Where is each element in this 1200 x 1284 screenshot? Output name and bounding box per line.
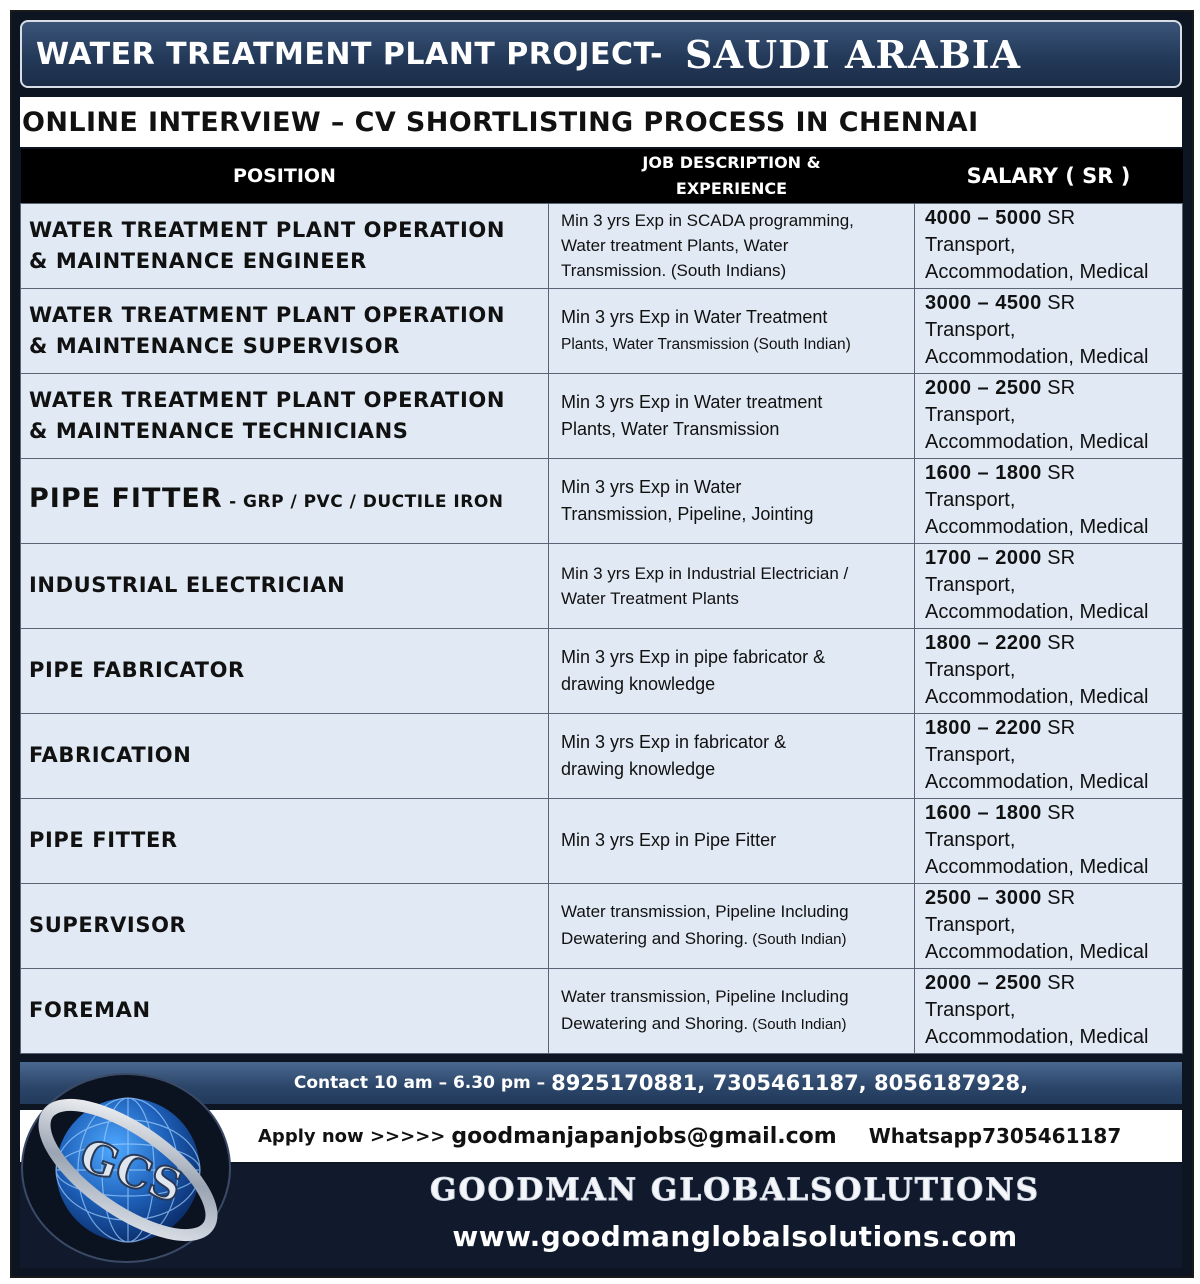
position-line: WATER TREATMENT PLANT OPERATION bbox=[29, 387, 506, 412]
benefits-line: Accommodation, Medical bbox=[925, 261, 1149, 283]
salary-cell bbox=[915, 628, 1183, 713]
description-cell bbox=[549, 543, 915, 628]
table-row bbox=[21, 968, 1183, 1053]
description-cell bbox=[549, 713, 915, 798]
benefits-line: Accommodation, Medical bbox=[925, 771, 1149, 793]
description-cell bbox=[549, 458, 915, 543]
description-line: Water treatment Plants, Water bbox=[561, 236, 789, 255]
website-link[interactable]: www.goodmanglobalsolutions.com bbox=[452, 1220, 1018, 1253]
salary-cell bbox=[915, 288, 1183, 373]
salary-cell bbox=[915, 203, 1183, 288]
logo-text: GCS bbox=[73, 1129, 189, 1214]
position-line: & MAINTENANCE ENGINEER bbox=[29, 248, 367, 273]
column-header-description-line: JOB DESCRIPTION & bbox=[642, 152, 821, 172]
description-line: Transmission. (South Indians) bbox=[561, 261, 787, 280]
benefits-line: Transport, bbox=[925, 404, 1016, 426]
column-header-position: POSITION bbox=[21, 149, 549, 203]
benefits-line: Transport, bbox=[925, 914, 1016, 936]
description-line: Min 3 yrs Exp in Water Treatment bbox=[561, 306, 828, 327]
company-logo bbox=[18, 1066, 238, 1266]
description-cell bbox=[549, 883, 915, 968]
salary-cell bbox=[915, 968, 1183, 1053]
table-row bbox=[21, 373, 1183, 458]
position-cell bbox=[21, 373, 549, 458]
salary-range: 1800 – 2200 bbox=[925, 717, 1042, 739]
description-line: Transmission, Pipeline, Jointing bbox=[561, 503, 814, 524]
whatsapp-contact[interactable]: Whatsapp7305461187 bbox=[868, 1124, 1122, 1148]
description-line: Plants, Water Transmission (South Indian) bbox=[561, 335, 851, 353]
benefits-line: Accommodation, Medical bbox=[925, 601, 1149, 623]
description-line: Min 3 yrs Exp in SCADA programming, bbox=[561, 211, 854, 230]
salary-range: 2000 – 2500 bbox=[925, 972, 1042, 994]
salary-unit: SR bbox=[1047, 547, 1076, 569]
salary-range: 1600 – 1800 bbox=[925, 462, 1042, 484]
description-line: drawing knowledge bbox=[561, 758, 716, 779]
contact-phone-numbers[interactable]: 8925170881, 7305461187, 8056187928, bbox=[551, 1071, 1029, 1095]
page-title: WATER TREATMENT PLANT PROJECT- bbox=[36, 36, 664, 72]
subtitle-banner bbox=[20, 97, 1182, 147]
description-line: Min 3 yrs Exp in Water bbox=[561, 476, 742, 497]
column-header-description-line: EXPERIENCE bbox=[675, 178, 788, 198]
description-line: Min 3 yrs Exp in pipe fabricator & bbox=[561, 646, 826, 667]
salary-unit: SR bbox=[1047, 207, 1076, 229]
page-subtitle: ONLINE INTERVIEW – CV SHORTLISTING PROCESS IN CHENNAI bbox=[22, 106, 979, 138]
description-line: Water transmission, Pipeline Including bbox=[561, 987, 849, 1006]
description-line: Min 3 yrs Exp in Industrial Electrician / bbox=[561, 563, 849, 583]
salary-range: 4000 – 5000 bbox=[925, 207, 1042, 229]
salary-cell bbox=[915, 883, 1183, 968]
position-line: & MAINTENANCE TECHNICIANS bbox=[29, 418, 409, 443]
salary-cell bbox=[915, 713, 1183, 798]
benefits-line: Accommodation, Medical bbox=[925, 516, 1149, 538]
salary-unit: SR bbox=[1047, 292, 1076, 314]
description-line: Water Treatment Plants bbox=[561, 588, 739, 608]
salary-unit: SR bbox=[1047, 377, 1076, 399]
benefits-line: Transport, bbox=[925, 659, 1016, 681]
description-cell bbox=[549, 968, 915, 1053]
description-cell bbox=[549, 798, 915, 883]
title-banner bbox=[20, 20, 1182, 88]
position-sub: - GRP / PVC / DUCTILE IRON bbox=[222, 492, 504, 512]
salary-range: 2000 – 2500 bbox=[925, 377, 1042, 399]
position-cell: INDUSTRIAL ELECTRICIAN bbox=[21, 543, 549, 628]
table-row bbox=[21, 458, 1183, 543]
salary-unit: SR bbox=[1047, 972, 1076, 994]
salary-range: 1600 – 1800 bbox=[925, 802, 1042, 824]
column-header-description bbox=[549, 149, 915, 203]
benefits-line: Accommodation, Medical bbox=[925, 1026, 1149, 1048]
salary-range: 1800 – 2200 bbox=[925, 632, 1042, 654]
description-line: Dewatering and Shoring. bbox=[561, 929, 749, 948]
description-line: Min 3 yrs Exp in fabricator & bbox=[561, 731, 787, 752]
contact-hours: Contact 10 am – 6.30 pm – bbox=[293, 1073, 546, 1093]
table-row bbox=[21, 713, 1183, 798]
jobs-table bbox=[20, 149, 1183, 1054]
position-cell: FABRICATION bbox=[21, 713, 549, 798]
description-line: Min 3 yrs Exp in Pipe Fitter bbox=[561, 830, 777, 850]
position-cell bbox=[21, 203, 549, 288]
benefits-line: Accommodation, Medical bbox=[925, 431, 1149, 453]
table-row bbox=[21, 628, 1183, 713]
description-note: (South Indian) bbox=[748, 1016, 847, 1033]
position-cell bbox=[21, 458, 549, 543]
benefits-line: Transport, bbox=[925, 829, 1016, 851]
description-cell bbox=[549, 288, 915, 373]
salary-unit: SR bbox=[1047, 887, 1076, 909]
table-row bbox=[21, 883, 1183, 968]
benefits-line: Transport, bbox=[925, 489, 1016, 511]
salary-unit: SR bbox=[1047, 717, 1076, 739]
benefits-line: Transport, bbox=[925, 744, 1016, 766]
description-line: Plants, Water Transmission bbox=[561, 418, 780, 439]
apply-email-link[interactable]: goodmanjapanjobs@gmail.com bbox=[451, 1123, 837, 1149]
company-name: GOODMAN GLOBALSOLUTIONS bbox=[429, 1172, 1040, 1208]
description-line: drawing knowledge bbox=[561, 673, 716, 694]
position-line: WATER TREATMENT PLANT OPERATION bbox=[29, 302, 506, 327]
salary-unit: SR bbox=[1047, 802, 1076, 824]
jobs-table-container bbox=[20, 149, 1182, 1054]
position-cell: FOREMAN bbox=[21, 968, 549, 1053]
apply-label: Apply now >>>>> bbox=[258, 1125, 446, 1147]
salary-range: 3000 – 4500 bbox=[925, 292, 1042, 314]
benefits-line: Transport, bbox=[925, 574, 1016, 596]
benefits-line: Accommodation, Medical bbox=[925, 346, 1149, 368]
salary-range: 1700 – 2000 bbox=[925, 547, 1042, 569]
benefits-line: Transport, bbox=[925, 234, 1016, 256]
table-row bbox=[21, 203, 1183, 288]
table-row bbox=[21, 543, 1183, 628]
salary-cell bbox=[915, 458, 1183, 543]
benefits-line: Transport, bbox=[925, 319, 1016, 341]
benefits-line: Accommodation, Medical bbox=[925, 941, 1149, 963]
salary-cell bbox=[915, 543, 1183, 628]
position-cell: SUPERVISOR bbox=[21, 883, 549, 968]
description-cell bbox=[549, 373, 915, 458]
position-main: PIPE FITTER bbox=[29, 483, 223, 514]
description-line: Dewatering and Shoring. bbox=[561, 1014, 749, 1033]
description-note: (South Indian) bbox=[748, 931, 847, 948]
position-line: & MAINTENANCE SUPERVISOR bbox=[29, 333, 400, 358]
salary-unit: SR bbox=[1047, 462, 1076, 484]
description-line: Water transmission, Pipeline Including bbox=[561, 902, 849, 921]
table-row bbox=[21, 288, 1183, 373]
column-header-salary: SALARY ( SR ) bbox=[915, 149, 1183, 203]
salary-cell bbox=[915, 798, 1183, 883]
salary-cell bbox=[915, 373, 1183, 458]
benefits-line: Accommodation, Medical bbox=[925, 856, 1149, 878]
position-cell: PIPE FITTER bbox=[21, 798, 549, 883]
description-cell bbox=[549, 628, 915, 713]
position-cell bbox=[21, 288, 549, 373]
description-line: Min 3 yrs Exp in Water treatment bbox=[561, 391, 823, 412]
table-row bbox=[21, 798, 1183, 883]
table-header-row bbox=[21, 149, 1183, 203]
position-cell: PIPE FABRICATOR bbox=[21, 628, 549, 713]
salary-unit: SR bbox=[1047, 632, 1076, 654]
title-country: SAUDI ARABIA bbox=[685, 31, 1021, 77]
description-cell bbox=[549, 203, 915, 288]
salary-range: 2500 – 3000 bbox=[925, 887, 1042, 909]
benefits-line: Transport, bbox=[925, 999, 1016, 1021]
position-line: WATER TREATMENT PLANT OPERATION bbox=[29, 217, 506, 242]
benefits-line: Accommodation, Medical bbox=[925, 686, 1149, 708]
